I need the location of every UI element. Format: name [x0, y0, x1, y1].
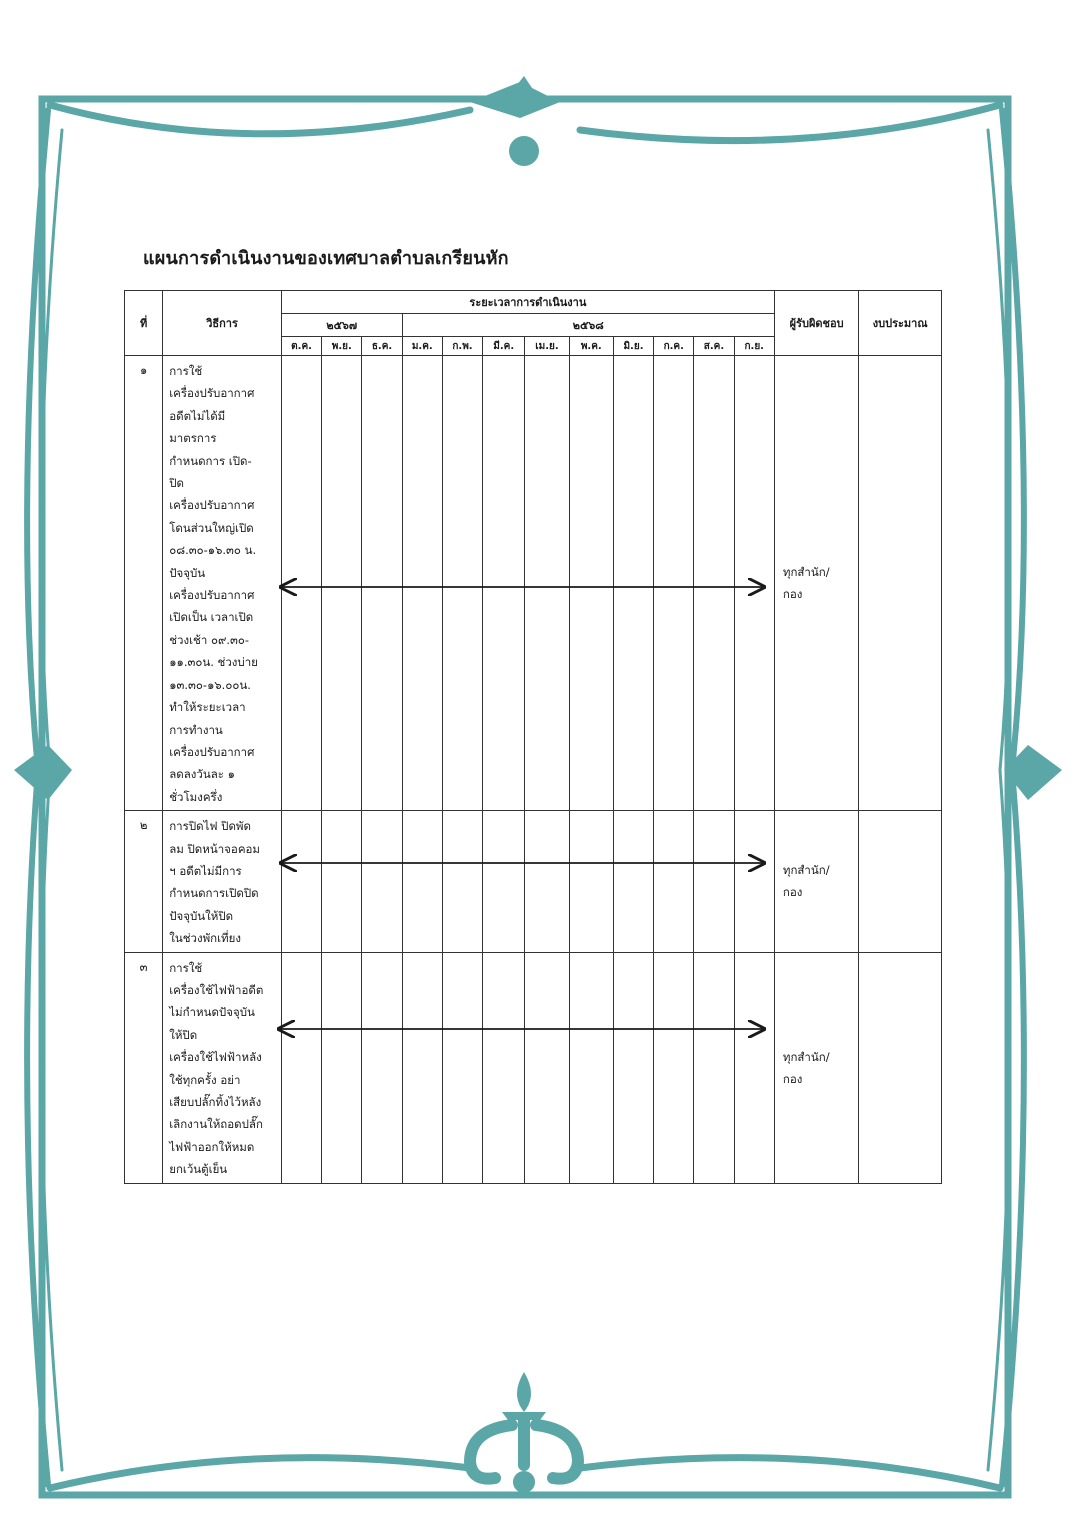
- month-cell: [322, 952, 362, 1183]
- month-cell: [362, 952, 402, 1183]
- method-cell: [163, 356, 282, 811]
- method-line: การปิดไฟ ปิดพัด: [169, 819, 251, 834]
- month-cell: [483, 952, 525, 1183]
- method-line: เครื่องใช้ไฟฟ้าอดีต: [169, 982, 264, 997]
- month-cell: [525, 952, 569, 1183]
- table-row: [125, 356, 942, 811]
- method-line: ปัจจุบัน: [169, 565, 206, 580]
- header-no: ที่: [125, 291, 163, 356]
- plan-table: [124, 290, 942, 1184]
- method-line: เครื่องปรับอากาศ: [169, 744, 255, 759]
- month-cell: [654, 952, 694, 1183]
- month-header: เม.ย.: [525, 337, 569, 356]
- month-cell: [525, 356, 569, 811]
- method-line: ๐๘.๓๐-๑๖.๓๐ น.: [169, 543, 257, 558]
- month-cell: [613, 952, 653, 1183]
- month-cell: [402, 952, 442, 1183]
- header-period: ระยะเวลาการดำเนินงาน: [281, 291, 774, 314]
- method-line: เครื่องปรับอากาศ: [169, 498, 255, 513]
- responsible-cell: [774, 356, 859, 811]
- month-cell: [694, 811, 734, 952]
- responsible-line: กอง: [782, 587, 803, 602]
- header-method: วิธีการ: [163, 291, 282, 356]
- month-cell: [613, 811, 653, 952]
- month-cell: [569, 811, 613, 952]
- method-cell: [163, 952, 282, 1183]
- month-cell: [569, 952, 613, 1183]
- method-line: ไฟฟ้าออกให้หมด: [169, 1139, 255, 1154]
- method-line: เครื่องปรับอากาศ: [169, 588, 255, 603]
- month-cell: [281, 811, 321, 952]
- document-title: แผนการดำเนินงานของเทศบาลตำบลเกรียนหัก: [143, 248, 509, 269]
- month-cell: [613, 356, 653, 811]
- method-line: กำหนดการเปิดปิด: [169, 886, 259, 901]
- method-line: ชั่วโมงครึ่ง: [169, 789, 223, 804]
- method-line: ลม ปิดหน้าจอคอม: [169, 841, 260, 856]
- month-cell: [281, 952, 321, 1183]
- month-header: ก.ย.: [734, 337, 774, 356]
- header-budget: งบประมาณ: [859, 291, 942, 356]
- month-cell: [525, 811, 569, 952]
- month-cell: [569, 356, 613, 811]
- month-cell: [402, 811, 442, 952]
- budget-cell: [859, 952, 942, 1183]
- responsible-line: กอง: [782, 1071, 803, 1086]
- month-cell: [694, 952, 734, 1183]
- method-line: โดนส่วนใหญ่เปิด: [169, 520, 254, 535]
- month-header: ก.ค.: [654, 337, 694, 356]
- method-line: ปิด: [169, 476, 184, 491]
- month-header: ธ.ค.: [362, 337, 402, 356]
- month-cell: [362, 356, 402, 811]
- method-line: เปิดเป็น เวลาเปิด: [169, 610, 254, 625]
- responsible-line: ทุกสำนัก/: [782, 1049, 830, 1064]
- method-line: ไม่กำหนดปัจจุบัน: [169, 1005, 255, 1020]
- method-line: ๑๑.๓๐น. ช่วงบ่าย: [169, 655, 258, 670]
- month-cell: [322, 356, 362, 811]
- month-header: มี.ค.: [483, 337, 525, 356]
- responsible-line: ทุกสำนัก/: [782, 863, 830, 878]
- row-number: ๓: [125, 952, 163, 1183]
- header-year-2567: ๒๕๖๗: [281, 314, 402, 337]
- method-line: เครื่องใช้ไฟฟ้าหลัง: [169, 1050, 262, 1065]
- responsible-line: กอง: [782, 885, 803, 900]
- table-row: [125, 811, 942, 952]
- method-line: การใช้: [169, 364, 203, 378]
- month-header: มิ.ย.: [613, 337, 653, 356]
- method-line: ยกเว้นตู้เย็น: [169, 1162, 228, 1177]
- method-line: ใช้ทุกครั้ง อย่า: [169, 1072, 241, 1087]
- method-line: ลดลงวันละ ๑: [169, 767, 235, 782]
- table-row: [125, 952, 942, 1183]
- method-line: อดีตไม่ได้มี: [169, 408, 226, 423]
- month-cell: [322, 811, 362, 952]
- method-line: ปัจจุบันให้ปิด: [169, 908, 234, 923]
- month-cell: [734, 952, 774, 1183]
- method-line: การทำงาน: [169, 722, 223, 737]
- method-line: เลิกงานให้ถอดปลั๊ก: [169, 1117, 263, 1132]
- method-line: ฯ อดีตไม่มีการ: [169, 863, 242, 878]
- month-cell: [483, 811, 525, 952]
- method-line: ช่วงเช้า ๐๙.๓๐-: [169, 632, 250, 647]
- header-responsible: ผู้รับผิดชอบ: [774, 291, 859, 356]
- budget-cell: [859, 811, 942, 952]
- method-line: มาตรการ: [169, 431, 217, 446]
- month-cell: [483, 356, 525, 811]
- responsible-cell: [774, 811, 859, 952]
- method-line: ๑๓.๓๐-๑๖.๐๐น.: [169, 677, 251, 692]
- header-year-2568: ๒๕๖๘: [402, 314, 774, 337]
- method-cell: [163, 811, 282, 952]
- month-header: พ.ย.: [322, 337, 362, 356]
- method-line: การใช้: [169, 960, 203, 975]
- responsible-cell: [774, 952, 859, 1183]
- method-line: กำหนดการ เปิด-: [169, 453, 252, 468]
- budget-cell: [859, 356, 942, 811]
- month-header: ต.ค.: [281, 337, 321, 356]
- month-cell: [442, 356, 482, 811]
- month-cell: [442, 952, 482, 1183]
- row-number: ๑: [125, 356, 163, 811]
- method-line: เสียบปลั๊กทิ้งไว้หลัง: [169, 1095, 262, 1109]
- month-cell: [734, 811, 774, 952]
- method-line: เครื่องปรับอากาศ: [169, 386, 255, 401]
- month-header: ก.พ.: [442, 337, 482, 356]
- month-cell: [362, 811, 402, 952]
- month-cell: [281, 356, 321, 811]
- month-header: ม.ค.: [402, 337, 442, 356]
- method-line: ทำให้ระยะเวลา: [169, 700, 246, 715]
- month-cell: [402, 356, 442, 811]
- row-number: ๒: [125, 811, 163, 952]
- method-line: ในช่วงพักเที่ยง: [169, 931, 241, 946]
- month-cell: [734, 356, 774, 811]
- month-header: พ.ค.: [569, 337, 613, 356]
- method-line: ให้ปิด: [169, 1027, 198, 1042]
- month-cell: [694, 356, 734, 811]
- month-cell: [654, 356, 694, 811]
- month-header: ส.ค.: [694, 337, 734, 356]
- month-cell: [442, 811, 482, 952]
- responsible-line: ทุกสำนัก/: [782, 565, 830, 580]
- month-cell: [654, 811, 694, 952]
